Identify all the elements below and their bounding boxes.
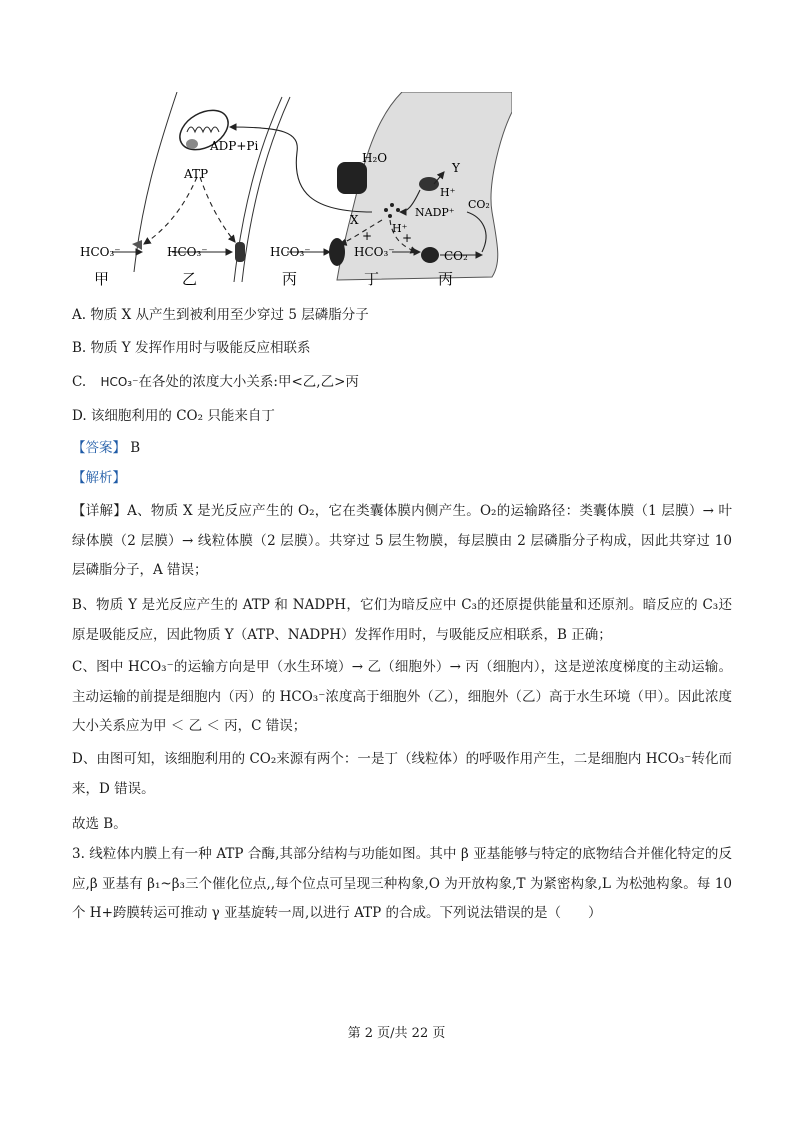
analysis-para-b: B、物质 Y 是光反应产生的 ATP 和 NADPH，它们为暗反应中 C₃的还原提供能量和还原剂。暗反应的 C₃还原是吸能反应，因此物质 Y（ATP、NADPH）发挥作用时，与吸能反应相联系，B 正确；	[72, 597, 732, 643]
analysis-para-c: C、图中 HCO₃⁻的运输方向是甲（水生环境）→ 乙（细胞外）→ 丙（细胞内），这是逆浓度梯度的主动运输。主动运输的前提是细胞内（丙）的 HCO₃⁻浓度高于细胞外（乙），细胞外（乙）高于水生环境（甲）。因此浓度大小关系应为甲 ＜ 乙 ＜ 丙，C 错误；	[72, 659, 732, 734]
label-co2-bottom: CO₂	[444, 249, 468, 263]
label-plus-2: +	[402, 231, 413, 245]
label-region-ding: 丁	[364, 270, 380, 288]
cell-transport-diagram	[72, 92, 512, 292]
option-c-text: 在各处的浓度大小关系:甲<乙,乙>丙	[138, 374, 359, 390]
atp-synthase	[419, 177, 439, 191]
answer-value: B	[130, 440, 141, 456]
answer-line	[72, 438, 140, 458]
option-b: B. 物质 Y 发挥作用时与吸能反应相联系	[72, 340, 311, 356]
label-region-jia: 甲	[94, 270, 110, 288]
label-x: X	[350, 213, 359, 227]
question-3: 3. 线粒体内膜上有一种 ATP 合酶,其部分结构与功能如图。其中 β 亚基能够与特定的底物结合并催化特定的反应,β 亚基有 β₁~β₃三个催化位点,,每个位点可呈现三种构象,O 为开放构象,T 为紧密构象,L 为松弛构象。每 10 个 H+跨膜转运可推动 γ 亚基旋转一周,以进行 ATP 的合成。下列说法错误的是（ ）	[72, 846, 732, 921]
analysis-para-a: 【详解】A、物质 X 是光反应产生的 O₂，它在类囊体膜内侧产生。O₂的运输路径：类囊体膜（1 层膜）→ 叶绿体膜（2 层膜）→ 线粒体膜（2 层膜）。共穿过 5 层生物膜，每层膜由 2 层磷脂分子构成，因此共穿过 10 层磷脂分子，A 错误；	[72, 503, 732, 578]
label-hco3-4: HCO₃⁻	[354, 245, 395, 259]
label-plus-1: +	[362, 229, 373, 243]
analysis-para-d: D、由图可知，该细胞利用的 CO₂来源有两个：一是丁（线粒体）的呼吸作用产生，二是细胞内 HCO₃⁻转化而来，D 错误。	[72, 751, 732, 797]
answer-label: 【答案】	[72, 440, 126, 456]
page-number: 第 2 页/共 22 页	[347, 1026, 446, 1041]
label-y: Y	[452, 161, 460, 175]
enzyme	[421, 247, 439, 263]
transporter-chloroplast	[329, 238, 345, 266]
label-h-plus-mid: H⁺	[392, 222, 408, 235]
analysis-label: 【解析】	[72, 470, 126, 486]
analysis-conclusion: 故选 B。	[72, 816, 127, 832]
option-c-formula: HCO₃⁻	[100, 375, 139, 389]
label-region-yi: 乙	[182, 270, 198, 288]
option-d: D. 该细胞利用的 CO₂ 只能来自丁	[72, 408, 275, 424]
label-region-bing-2: 丙	[438, 270, 454, 288]
label-hco3-2: HCO₃⁻	[167, 245, 208, 259]
option-a: A. 物质 X 从产生到被利用至少穿过 5 层磷脂分子	[72, 307, 369, 323]
option-c	[72, 372, 359, 392]
label-h-plus-top: H⁺	[440, 186, 456, 199]
label-adp-pi: ADP+Pi	[210, 139, 259, 153]
label-h2o: H₂O	[362, 151, 388, 165]
photosystem-complex	[337, 162, 367, 194]
label-hco3-1: HCO₃⁻	[80, 245, 121, 259]
label-region-bing-1: 丙	[282, 270, 298, 288]
label-atp: ATP	[184, 167, 209, 181]
label-co2-top: CO₂	[468, 198, 490, 211]
option-c-prefix: C.	[72, 374, 87, 390]
label-hco3-3: HCO₃⁻	[270, 245, 311, 259]
label-nadp: NADP⁺	[415, 206, 455, 219]
transporter-membrane	[235, 242, 245, 262]
